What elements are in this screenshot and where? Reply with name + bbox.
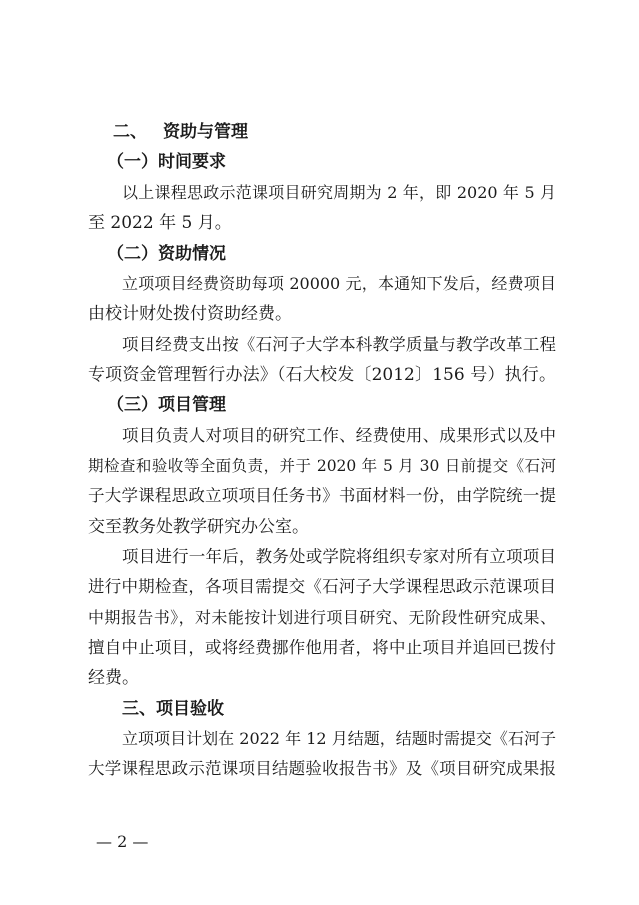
- paragraph-line: 期检查和验收等全面负责，并于 2020 年 5 月 30 日前提交《石河: [88, 457, 556, 475]
- paragraph-line: 至 2022 年 5 月。: [88, 213, 232, 233]
- paragraph-line: 项目经费支出按《石河子大学本科教学质量与教学改革工程: [122, 335, 556, 354]
- paragraph-line: 由校计财处拨付资助经费。: [88, 304, 292, 324]
- paragraph-line: 立项项目计划在 2022 年 12 月结题，结题时需提交《石河子: [122, 729, 556, 748]
- paragraph-line: 项目负责人对项目的研究工作、经费使用、成果形式以及中: [122, 426, 556, 445]
- subheading-funding: （二）资助情况: [107, 244, 226, 264]
- section-heading-2: [113, 121, 581, 143]
- section-heading-3: 三、项目验收: [122, 699, 224, 719]
- paragraph-line: 经费。: [88, 668, 139, 688]
- section-title: 资助与管理: [163, 122, 248, 142]
- section-number: 二、: [113, 122, 147, 142]
- paragraph-line: 子大学课程思政立项项目任务书》书面材料一份，由学院统一提: [88, 486, 556, 505]
- paragraph-line: 中期报告书》，对未能按计划进行项目研究、无阶段性研究成果、: [88, 608, 556, 627]
- subheading-time-requirement: （一）时间要求: [107, 152, 226, 172]
- paragraph-line: 项目进行一年后，教务处或学院将组织专家对所有立项项目: [122, 547, 556, 566]
- paragraph-line: 大学课程思政示范课项目结题验收报告书》及《项目研究成果报: [88, 759, 556, 778]
- paragraph-line: 专项资金管理暂行办法》（石大校发〔2012〕156 号）执行。: [88, 365, 556, 385]
- subheading-project-management: （三）项目管理: [107, 395, 226, 415]
- paragraph-line: 交至教务处教学研究办公室。: [88, 517, 309, 537]
- paragraph-line: 擅自中止项目，或将经费挪作他用者，将中止项目并追回已拨付: [88, 638, 556, 657]
- paragraph-line: 以上课程思政示范课项目研究周期为 2 年，即 2020 年 5 月: [122, 183, 556, 202]
- page-number: — 2 —: [96, 832, 149, 851]
- paragraph-line: 立项项目经费资助每项 20000 元，本通知下发后，经费项目: [122, 274, 556, 293]
- paragraph-line: 进行中期检查，各项目需提交《石河子大学课程思政示范课项目: [88, 577, 556, 596]
